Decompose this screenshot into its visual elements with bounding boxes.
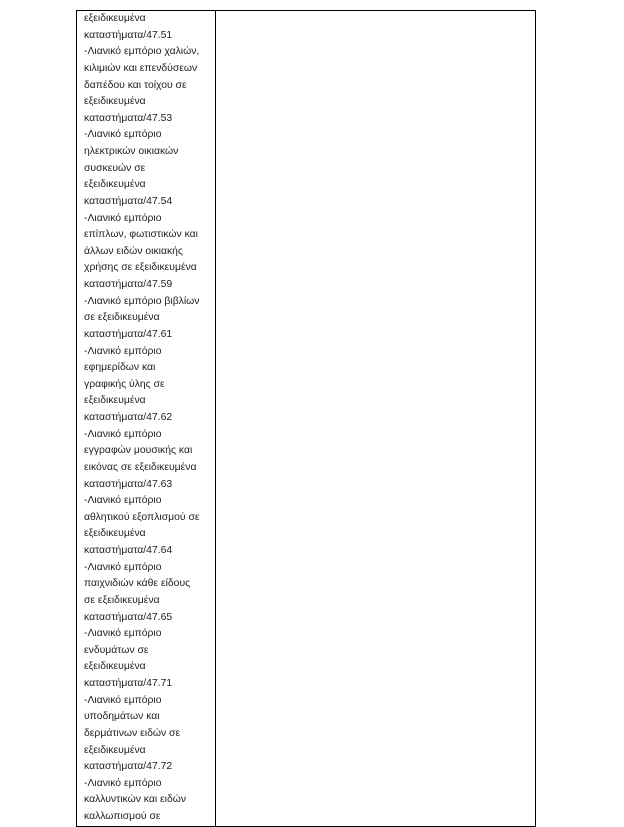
text-line: εξειδικευμένα [84,744,146,756]
text-line: καλλωπισμού σε [84,811,161,822]
text-line: γραφικής ύλης σε [84,378,165,390]
text-line: εξειδικευμένα [84,179,146,191]
text-line: παιχνιδιών κάθε είδους [84,578,191,590]
text-line: -Λιανικό εμπόριο [84,345,162,357]
text-line: -Λιανικό εμπόριο χαλιών, [84,46,200,58]
text-line: -Λιανικό εμπόριο [84,694,162,706]
text-line: σε εξειδικευμένα [84,594,160,606]
text-line: εξειδικευμένα [84,661,146,673]
text-line: εξειδικευμένα [84,395,146,407]
table-row [77,11,536,827]
text-line: καταστήματα/47.72 [84,761,173,773]
text-line: -Λιανικό εμπόριο [84,212,162,224]
text-line: καταστήματα/47.63 [84,478,173,490]
text-line: δαπέδου και τοίχου σε [84,79,187,91]
document-table [76,10,536,827]
text-line: εικόνας σε εξειδικευμένα [84,461,197,473]
text-line: -Λιανικό εμπόριο [84,129,162,141]
text-line: εγγραφών μουσικής και [84,445,193,457]
text-line: καταστήματα/47.62 [84,412,173,423]
empty-cell [216,11,536,827]
text-line: -Λιανικό εμπόριο [84,561,162,573]
text-line: -Λιανικό εμπόριο [84,777,162,789]
text-line: εξειδικευμένα [84,13,146,24]
text-line: επίπλων, φωτιστικών και [84,229,198,241]
text-line: χρήσης σε εξειδικευμένα [84,262,197,274]
text-line: καταστήματα/47.71 [84,678,173,689]
text-line: εφημερίδων και [84,362,156,374]
text-line: δερμάτινων ειδών σε [84,727,181,739]
text-line: αθλητικού εξοπλισμού σε [84,511,200,523]
text-line: καταστήματα/47.53 [84,112,173,124]
text-line: κιλιμιών και επενδύσεων [84,62,198,74]
activity-codes-cell [77,11,216,827]
text-line: εξειδικευμένα [84,96,146,108]
text-line: -Λιανικό εμπόριο [84,495,162,507]
text-line: ενδυμάτων σε [84,644,149,656]
text-line: καταστήματα/47.59 [84,279,173,290]
activity-codes-text [77,11,215,826]
text-line: σε εξειδικευμένα [84,312,160,324]
text-line: -Λιανικό εμπόριο βιβλίων [84,295,200,307]
text-line: -Λιανικό εμπόριο [84,628,162,640]
text-line: υποδημάτων και [84,711,160,723]
text-line: συσκευών σε [84,162,146,174]
text-line: καλλυντικών και ειδών [84,794,187,806]
text-line: καταστήματα/47.51 [84,29,173,41]
text-line: καταστήματα/47.54 [84,195,173,207]
text-line: καταστήματα/47.64 [84,545,173,556]
text-line: ηλεκτρικών οικιακών [84,146,179,157]
text-line: άλλων ειδών οικιακής [84,245,183,257]
text-line: καταστήματα/47.61 [84,328,173,340]
text-line: εξειδικευμένα [84,528,146,540]
text-line: καταστήματα/47.65 [84,611,173,623]
text-line: -Λιανικό εμπόριο [84,428,162,440]
